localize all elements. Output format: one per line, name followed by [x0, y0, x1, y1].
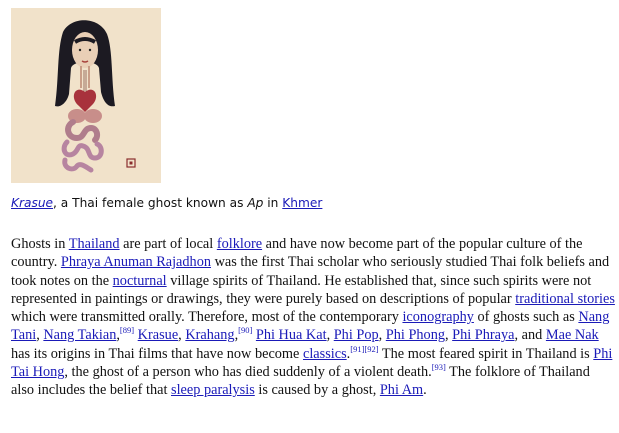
paragraph-text: .	[423, 382, 427, 399]
paragraph-text: Ghosts in	[11, 236, 69, 252]
paragraph-text: ,	[178, 327, 186, 344]
paragraph-text: ,	[36, 327, 44, 344]
reference-93	[432, 362, 446, 372]
link-krasue-caption[interactable]: Krasue	[11, 196, 54, 210]
paragraph-text: The most feared spirit in Thailand is	[378, 345, 594, 362]
ref-link-92[interactable]: [92]	[364, 344, 379, 355]
ref-link-91[interactable]: [91]	[350, 344, 365, 355]
paragraph-text: and have now become part of the popular culture of the country.	[11, 236, 583, 271]
paragraph-text: , and	[514, 327, 546, 344]
link-iconography[interactable]: iconography	[402, 309, 474, 326]
paragraph-text: ,	[326, 327, 334, 344]
reference-90	[238, 326, 252, 336]
link-thailand[interactable]: Thailand	[68, 236, 120, 252]
caption-ap-italic: Ap	[247, 196, 264, 210]
reference-89	[120, 326, 134, 336]
link-khmer[interactable]: Khmer	[282, 196, 323, 210]
link-phi-tai-hong[interactable]: Phi Tai Hong	[11, 345, 613, 381]
krasue-icon	[11, 8, 161, 183]
link-phi-am[interactable]: Phi Am	[379, 382, 424, 399]
link-traditional-stories[interactable]: traditional stories	[515, 290, 615, 307]
krasue-illustration-image[interactable]	[11, 8, 161, 183]
paragraph-text: which were transmitted orally. Therefore, most of the contemporary	[11, 309, 403, 326]
link-phi-pop[interactable]: Phi Pop	[333, 327, 379, 344]
link-mae-nak[interactable]: Mae Nak	[545, 327, 599, 344]
paragraph-text: .	[346, 345, 351, 362]
figure-caption	[11, 196, 611, 210]
link-phi-phong[interactable]: Phi Phong	[385, 327, 445, 344]
caption-text: in	[263, 196, 283, 210]
link-sleep-paralysis[interactable]: sleep paralysis	[171, 382, 255, 399]
ref-link-90[interactable]: [90]	[238, 325, 253, 336]
paragraph-text: ,	[234, 327, 239, 344]
link-nang-takian[interactable]: Nang Takian	[43, 327, 117, 344]
paragraph-text: ,	[116, 327, 120, 344]
paragraph-text: of ghosts such as	[473, 309, 579, 326]
link-nang-tani[interactable]: Nang Tani	[11, 309, 610, 344]
paragraph-text: is caused by a ghost,	[254, 382, 380, 399]
caption-text: , a Thai female ghost known as	[53, 196, 248, 210]
link-krahang[interactable]: Krahang	[185, 327, 235, 344]
link-phi-hua-kat[interactable]: Phi Hua Kat	[255, 327, 327, 344]
link-krasue[interactable]: Krasue	[137, 327, 179, 344]
paragraph-text: The folklore of Thailand also includes the belief that	[11, 364, 590, 399]
paragraph-text: , the ghost of a person who has died suddenly of a violent death.	[64, 364, 432, 381]
ref-link-89[interactable]: [89]	[119, 325, 135, 336]
reference-91	[350, 344, 364, 354]
paragraph-text: ,	[445, 327, 453, 344]
ref-link-93[interactable]: [93]	[431, 362, 446, 373]
reference-92	[364, 344, 378, 354]
link-phi-phraya[interactable]: Phi Phraya	[452, 327, 515, 344]
paragraph-text: ,	[378, 327, 386, 344]
link-nocturnal[interactable]: nocturnal	[112, 272, 167, 289]
paragraph-text: has its origins in Thai films that have now become	[11, 345, 303, 362]
paragraph-text: was the first Thai scholar who seriously studied Thai folk beliefs and took notes on the	[11, 254, 610, 289]
link-classics[interactable]: classics	[302, 345, 347, 362]
link-phraya-anuman-rajadhon[interactable]: Phraya Anuman Rajadhon	[60, 254, 211, 271]
article-paragraph	[11, 235, 615, 400]
link-folklore[interactable]: folklore	[216, 236, 263, 252]
paragraph-text: village spirits of Thailand. He established that, since such spirits were not represented in paintings or drawings, they were purely based on descriptions of popular	[11, 272, 592, 307]
paragraph-text: are part of local	[119, 236, 217, 252]
